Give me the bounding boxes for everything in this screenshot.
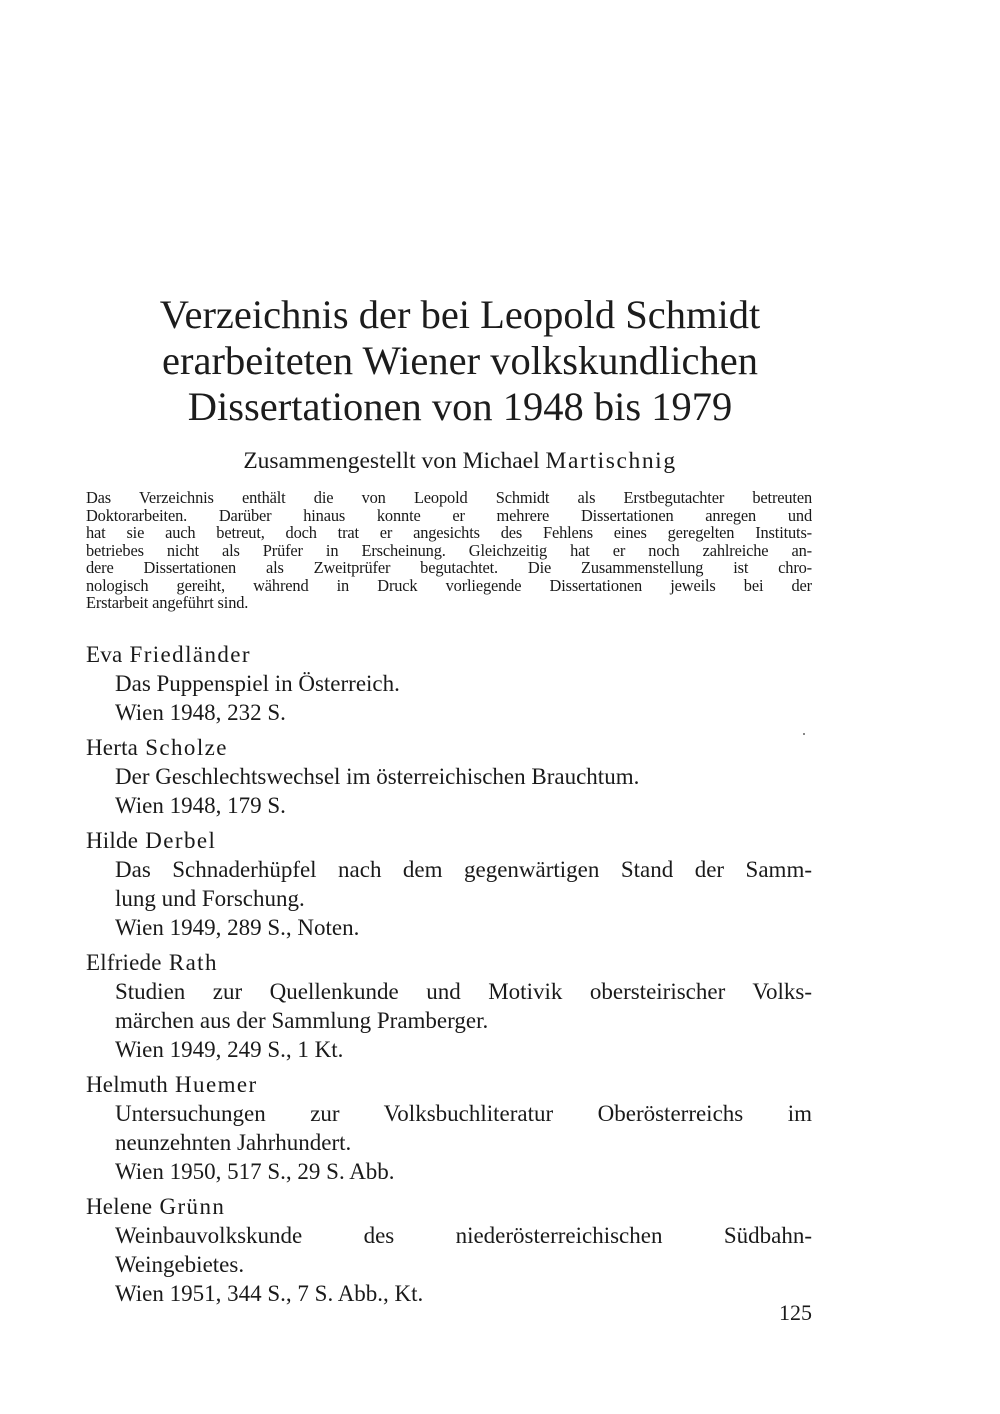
scan-speck (803, 733, 805, 735)
entry-author (86, 733, 812, 762)
author-surname: Huemer (175, 1072, 258, 1097)
author-first-name: Helene (86, 1194, 153, 1219)
entry-title-line: Das Puppenspiel in Österreich. (115, 671, 400, 696)
entry-publication: Wien 1949, 249 S., 1 Kt. (115, 1037, 344, 1062)
page-number: 125 (779, 1300, 812, 1325)
author-first-name: Herta (86, 735, 139, 760)
entry-author (86, 1192, 812, 1221)
entry-title-line: neunzehnten Jahrhundert. (115, 1130, 352, 1155)
document-title (100, 292, 820, 430)
author-surname: Rath (168, 950, 218, 975)
dissertation-entry (86, 1192, 812, 1308)
dissertation-entry (86, 948, 812, 1064)
entry-title (86, 1221, 812, 1279)
intro-line: nologisch gereiht, während in Druck vorliegende Dissertationen jeweils bei der (86, 575, 812, 595)
entry-title (86, 669, 812, 698)
entry-title (86, 762, 812, 791)
author-surname: Friedländer (129, 642, 251, 667)
dissertation-entry (86, 733, 812, 820)
intro-line: Das Verzeichnis enthält die von Leopold Schmidt als Erstbegutachter betreuten (86, 488, 812, 507)
entry-author (86, 640, 812, 669)
entry-title-line: Das Schnaderhüpfel nach dem gegenwärtigen Stand der Samm- (115, 857, 812, 882)
author-first-name: Helmuth (86, 1072, 168, 1097)
entry-publication: Wien 1948, 232 S. (115, 700, 286, 725)
title-line: Dissertationen von 1948 bis 1979 (187, 384, 733, 429)
entry-author (86, 948, 812, 977)
entry-title-line: Weinbauvolkskunde des niederösterreichischen Südbahn- (115, 1223, 812, 1248)
title-line: Verzeichnis der bei Leopold Schmidt (159, 292, 761, 337)
entry-author (86, 1070, 812, 1099)
dissertation-list (86, 640, 812, 1314)
entry-title-line: Der Geschlechtswechsel im österreichischen Brauchtum. (115, 764, 640, 789)
author-first-name: Elfriede (86, 950, 162, 975)
intro-line: Erstarbeit angeführt sind. (86, 593, 249, 612)
dissertation-entry (86, 640, 812, 727)
author-surname: Derbel (145, 828, 217, 853)
byline-prefix: Zusammengestellt von Michael (243, 448, 540, 474)
entry-title (86, 1099, 812, 1157)
entry-author (86, 826, 812, 855)
author-first-name: Eva (86, 642, 123, 667)
entry-title-line: Studien zur Quellenkunde und Motivik obersteirischer Volks- (115, 979, 812, 1004)
entry-publication: Wien 1949, 289 S., Noten. (115, 915, 360, 940)
title-line: erarbeiteten Wiener volkskundlichen (162, 338, 758, 383)
intro-paragraph (86, 489, 812, 612)
entry-title (86, 855, 812, 913)
entry-title-line: Weingebietes. (115, 1252, 245, 1277)
entry-publication: Wien 1951, 344 S., 7 S. Abb., Kt. (115, 1281, 424, 1306)
dissertation-entry (86, 826, 812, 942)
author-surname: Grünn (159, 1194, 226, 1219)
author-surname: Scholze (145, 735, 228, 760)
intro-line: dere Dissertationen als Zweitprüfer begutachtet. Die Zusammenstellung ist chro- (86, 558, 812, 577)
byline-surname: Martischnig (545, 448, 677, 474)
entry-publication: Wien 1950, 517 S., 29 S. Abb. (115, 1159, 395, 1184)
entry-publication: Wien 1948, 179 S. (115, 793, 286, 818)
intro-line: hat sie auch betreut, doch trat er angesichts des Fehlens eines geregelten Instituts- (86, 523, 812, 542)
intro-line: Doktorarbeiten. Darüber hinaus konnte er mehrere Dissertationen anregen und (86, 505, 812, 525)
byline (100, 446, 820, 476)
author-first-name: Hilde (86, 828, 139, 853)
entry-title-line: lung und Forschung. (115, 886, 305, 911)
intro-line: betriebes nicht als Prüfer in Erscheinung. Gleichzeitig hat er noch zahlreiche an- (86, 540, 812, 560)
dissertation-entry (86, 1070, 812, 1186)
entry-title-line: Untersuchungen zur Volksbuchliteratur Oberösterreichs im (115, 1101, 812, 1126)
entry-title-line: märchen aus der Sammlung Pramberger. (115, 1008, 489, 1033)
entry-title (86, 977, 812, 1035)
